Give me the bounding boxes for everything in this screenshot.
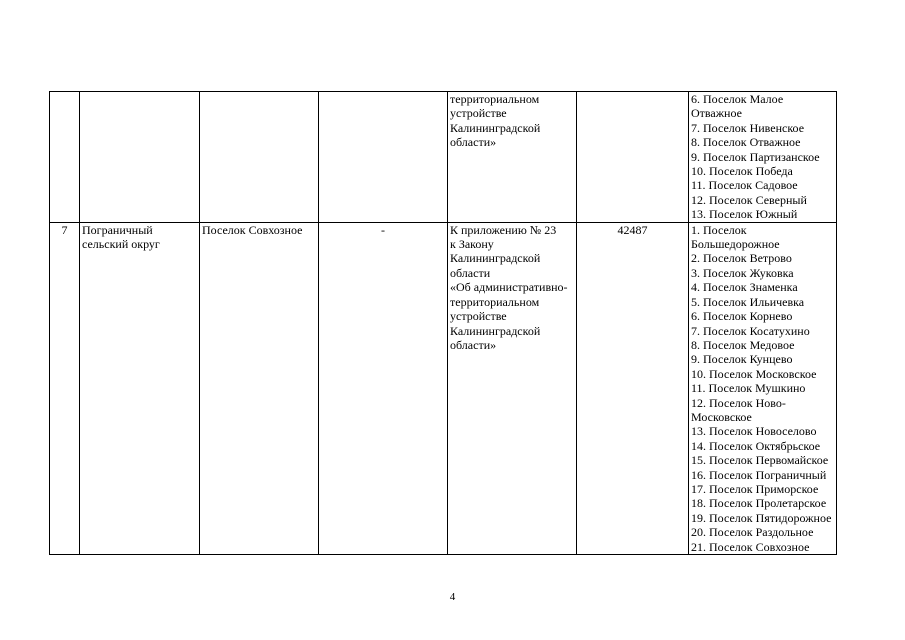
cell-center: Поселок Совхозное — [200, 222, 319, 554]
law-ref-line: устройстве — [450, 309, 507, 324]
law-ref-line: территориальном — [450, 294, 540, 309]
law-ref-line: К приложению № 23 — [450, 222, 557, 237]
cell-population: 42487 — [577, 222, 689, 554]
settlement-item: 5. Поселок Ильичевка — [691, 294, 805, 309]
settlement-item: 6. Поселок Малое Отважное — [691, 92, 784, 121]
table-row-continued — [50, 92, 837, 223]
law-ref-line: Калининградской — [450, 323, 541, 338]
law-ref-line: устройстве — [450, 106, 507, 121]
settlement-item: 7. Поселок Косатухино — [691, 323, 810, 338]
settlement-item: 6. Поселок Корнево — [691, 309, 793, 324]
settlement-item: 13. Поселок Южный — [691, 207, 798, 222]
cell-number — [50, 92, 80, 223]
cell-settlements — [689, 92, 837, 223]
table-row-7 — [50, 222, 837, 554]
settlement-item: 1. Поселок Большедорожное — [691, 222, 780, 252]
cell-law-ref — [448, 222, 577, 554]
law-ref-line: области — [450, 265, 491, 280]
settlement-item: 7. Поселок Нивенское — [691, 120, 805, 135]
settlement-item: 9. Поселок Кунцево — [691, 352, 793, 367]
cell-dash — [319, 92, 448, 223]
law-ref-line: Калининградской — [450, 120, 541, 135]
settlement-item: 15. Поселок Первомайское — [691, 453, 829, 468]
law-ref-line: «Об административно- — [450, 280, 568, 295]
cell-district-name: Пограничный сельский округ — [80, 222, 200, 554]
settlement-item: 19. Поселок Пятидорожное — [691, 510, 832, 525]
cell-number: 7 — [50, 222, 80, 554]
cell-dash: - — [319, 222, 448, 554]
cell-population — [577, 92, 689, 223]
settlement-item: 2. Поселок Ветрово — [691, 251, 792, 266]
law-ref-line: области» — [450, 337, 497, 352]
settlement-item: 4. Поселок Знаменка — [691, 280, 798, 295]
settlement-item: 8. Поселок Отважное — [691, 135, 801, 150]
settlement-item: 14. Поселок Октябрьское — [691, 438, 821, 453]
settlement-item: 12. Поселок Северный — [691, 192, 807, 207]
law-ref-line: области» — [450, 135, 497, 150]
settlement-item: 11. Поселок Садовое — [691, 178, 798, 193]
settlement-item: 3. Поселок Жуковка — [691, 265, 794, 280]
settlement-item: 16. Поселок Пограничный — [691, 467, 827, 482]
settlement-item: 11. Поселок Мушкино — [691, 381, 806, 396]
settlements-table — [49, 91, 837, 555]
settlement-item: 13. Поселок Новоселово — [691, 424, 817, 439]
settlement-item: 20. Поселок Раздольное — [691, 525, 814, 540]
settlement-item: 9. Поселок Партизанское — [691, 149, 820, 164]
settlement-item: 18. Поселок Пролетарское — [691, 496, 827, 511]
page-number: 4 — [449, 591, 456, 603]
cell-settlements — [689, 222, 837, 554]
law-ref-line: Калининградской — [450, 251, 541, 266]
settlement-item: 8. Поселок Медовое — [691, 337, 795, 352]
settlement-item: 21. Поселок Совхозное — [691, 539, 810, 554]
cell-center — [200, 92, 319, 223]
cell-district-name — [80, 92, 200, 223]
settlement-item: 10. Поселок Московское — [691, 366, 817, 381]
settlement-item: 17. Поселок Приморское — [691, 481, 819, 496]
law-ref-line: к Закону — [450, 237, 494, 252]
settlement-item: 12. Поселок Ново-Московское — [691, 395, 786, 424]
settlement-item: 10. Поселок Победа — [691, 164, 793, 179]
cell-law-ref — [448, 92, 577, 223]
law-ref-line: территориальном — [450, 92, 540, 106]
